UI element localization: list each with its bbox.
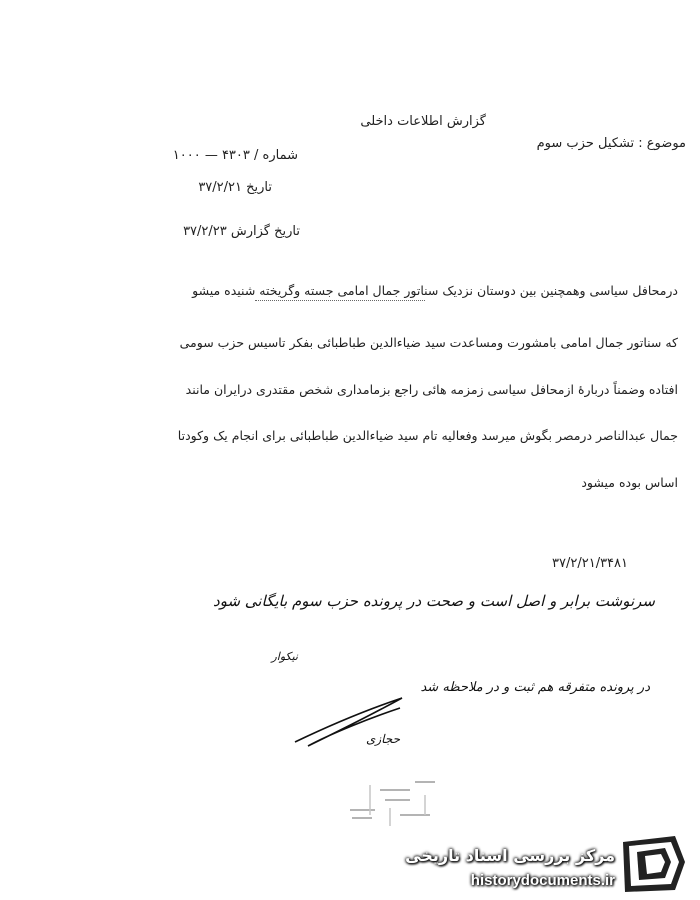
event-date: تاریخ ۳۷/۲/۲۱ xyxy=(198,180,272,195)
handwritten-signature: حجازی xyxy=(365,732,400,746)
report-title: گزارش اطلاعات داخلی xyxy=(360,114,486,129)
body-line: افتاده وضمناً دربارهٔ ازمحافل سیاسی زمزمه هائی راجع بزمامداری شخص مقتدری درایران مانند xyxy=(185,382,678,397)
body-line: درمحافل سیاسی وهمچنین بین دوستان نزدیک سناتور جمال امامی جسته وگریخته شنیده میشو xyxy=(192,283,678,298)
signature-flourish-icon xyxy=(290,690,410,750)
handwritten-initial: نیکوار xyxy=(271,650,298,663)
handwritten-note-2: در پرونده متفرقه هم ثبت و در ملاحظه شد xyxy=(420,680,650,695)
watermark-url: historydocuments.ir xyxy=(470,872,615,889)
report-date: تاریخ گزارش ۳۷/۲/۲۳ xyxy=(183,224,300,239)
body-line: اساس بوده میشود xyxy=(581,475,678,490)
handwritten-note: سرنوشت برابر و اصل است و صحت در پرونده حزب سوم بایگانی شود xyxy=(213,592,655,610)
body-line: جمال عبدالناصر درمصر بگوش میرسد وفعالیه تام سید ضیاءالدین طباطبائی برای انجام یک وکودتا xyxy=(177,428,678,443)
body-line: که سناتور جمال امامی بامشورت ومساعدت سید ضیاءالدین طباطبائی بفکر تاسیس حزب سومی xyxy=(179,335,678,350)
report-subject: موضوع : تشکیل حزب سوم xyxy=(536,136,686,151)
watermark-org: مرکز بررسی اسناد تاریخی xyxy=(405,846,615,865)
underline-mark xyxy=(255,300,425,301)
archive-logo-icon xyxy=(615,832,689,896)
faded-stamp-icon xyxy=(340,770,450,830)
reference-number: ۳۷/۲/۲۱/۳۴۸۱ xyxy=(552,556,628,571)
report-number: شماره / ۴۳۰۳ — ۱۰۰۰ xyxy=(172,148,298,163)
